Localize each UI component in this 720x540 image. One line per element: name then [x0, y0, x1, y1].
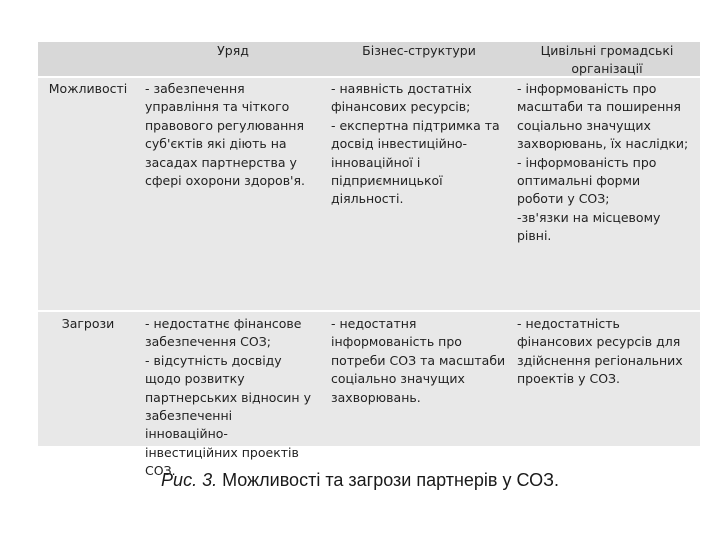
cell-threats-civil-society: - недостатність фінансових ресурсів для здійснення регіональних проектів у СОЗ.: [517, 316, 683, 387]
header-cell-business: Бізнес-структури: [362, 43, 476, 58]
cell-opportunities-business: - наявність достатніх фінансових ресурсів; - експертна підтримка та досвід інвестиційно- інноваційної і підприємницької діяльності.: [331, 81, 500, 207]
header-cell-civil-society: Цивільні громадські організації: [540, 43, 674, 77]
table-row-opportunities: [38, 78, 700, 310]
figure-label: Рис. 3.: [161, 470, 218, 490]
cell-opportunities-civil-society: - інформованість про масштаби та поширення соціально значущих захворювань, їх наслідки; - інформованість про оптимальні форми роботи у СОЗ; -зв'язки на місцевому рівні.: [517, 81, 689, 244]
figure-caption-text: Можливості та загрози партнерів у СОЗ.: [222, 470, 559, 490]
cell-opportunities-government: - забезпечення управління та чіткого правового регулювання суб'єктів які діють на засадах партнерства у сфері охорони здоров'я.: [145, 81, 305, 189]
cell-threats-business: - недостатня інформованість про потреби СОЗ та масштаби соціально значущих захворювань.: [331, 316, 506, 405]
cell-threats-government: - недостатнє фінансове забезпечення СОЗ; - відсутність досвіду щодо розвитку партнерських відносин у забезпеченні інноваційно- інвестиційних проектів СОЗ.: [145, 316, 311, 479]
table-header-row: [38, 42, 700, 76]
figure-caption: [0, 470, 720, 491]
row-label-opportunities: Можливості: [48, 81, 128, 96]
header-cell-government: Уряд: [217, 43, 249, 58]
table-row-threats: [38, 312, 700, 479]
partners-table: [38, 42, 700, 479]
row-label-threats: Загрози: [61, 316, 115, 331]
